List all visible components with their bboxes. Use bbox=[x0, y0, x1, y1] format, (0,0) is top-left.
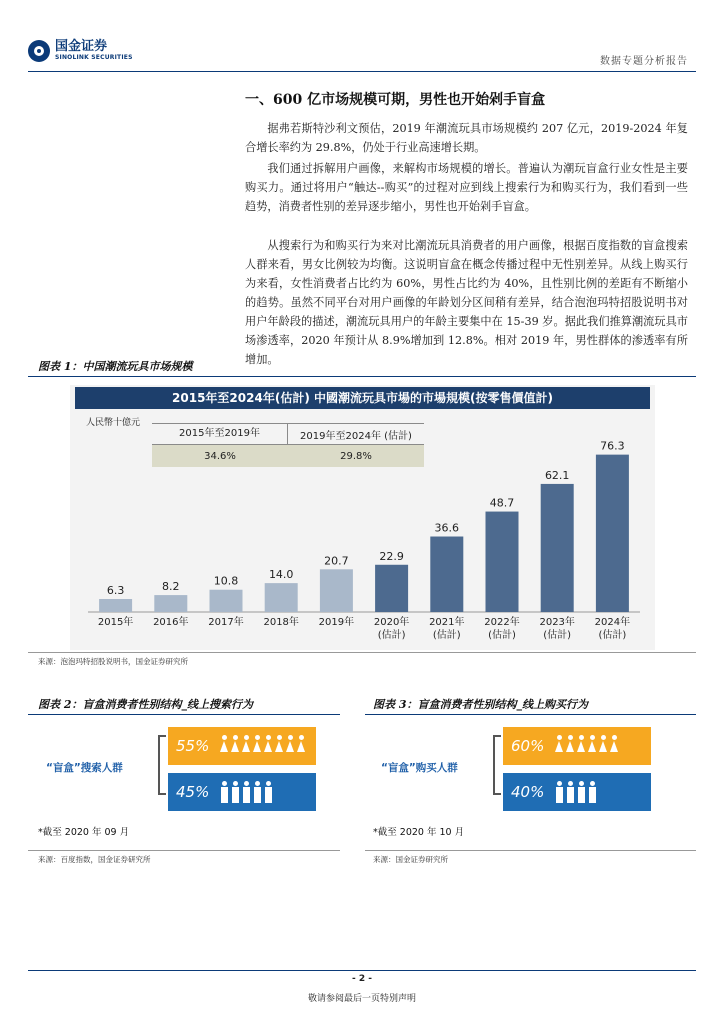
bar bbox=[210, 590, 243, 612]
figure3-source-rule bbox=[365, 850, 696, 851]
bar-value-label: 14.0 bbox=[268, 568, 294, 582]
header-divider bbox=[28, 71, 696, 72]
female-share-bar bbox=[168, 727, 316, 765]
female-person-icon bbox=[297, 735, 306, 757]
market-size-chart bbox=[70, 385, 655, 650]
company-logo bbox=[28, 40, 133, 62]
category-label: (估計) bbox=[598, 630, 627, 641]
figure1-source-rule bbox=[28, 652, 696, 653]
female-figures bbox=[220, 735, 308, 757]
figure1-source: 来源：泡泡玛特招股说明书，国金证券研究所 bbox=[38, 657, 188, 666]
bar-value-label: 36.6 bbox=[434, 521, 460, 535]
female-person-icon bbox=[253, 735, 262, 757]
male-figures bbox=[555, 781, 599, 803]
bar-value-label: 6.3 bbox=[106, 584, 125, 598]
search-group-label: “盲盒”搜索人群 bbox=[46, 762, 123, 774]
category-label: 2021年 bbox=[429, 617, 465, 628]
male-person-icon bbox=[588, 781, 597, 803]
logo-english-name: SINOLINK SECURITIES bbox=[55, 54, 133, 61]
figure3-date-note: *截至 2020 年 10 月 bbox=[373, 827, 465, 838]
category-label: 2022年 bbox=[484, 617, 520, 628]
bar-value-label: 48.7 bbox=[489, 496, 515, 510]
female-percent: 55% bbox=[176, 737, 210, 755]
search-gender-panel bbox=[38, 715, 328, 818]
bracket-icon bbox=[158, 735, 166, 795]
figure2-caption: 图表 2：盲盒消费者性别结构_线上搜索行为 bbox=[38, 698, 253, 711]
male-share-bar bbox=[503, 773, 651, 811]
female-person-icon bbox=[242, 735, 251, 757]
chart-title: 2015年至2024年(估計) 中國潮流玩具市場的市場規模(按零售價值計) bbox=[75, 387, 650, 409]
disclaimer-note: 敬请参阅最后一页特别声明 bbox=[307, 994, 416, 1004]
bar bbox=[320, 569, 353, 612]
bar bbox=[541, 484, 574, 612]
bar bbox=[154, 595, 187, 612]
category-label: 2019年 bbox=[318, 617, 355, 628]
bar-value-label: 10.8 bbox=[213, 574, 239, 588]
female-person-icon bbox=[566, 735, 575, 757]
female-person-icon bbox=[220, 735, 229, 757]
cagr-value-1: 34.6% bbox=[204, 450, 236, 462]
female-person-icon bbox=[610, 735, 619, 757]
logo-chinese-name: 国金证券 bbox=[55, 39, 108, 54]
figure3-source: 来源：国金证券研究所 bbox=[373, 855, 448, 864]
category-label: (估計) bbox=[377, 630, 406, 641]
female-person-icon bbox=[286, 735, 295, 757]
category-label: 2023年 bbox=[539, 617, 575, 628]
bar-value-label: 20.7 bbox=[324, 554, 349, 568]
female-person-icon bbox=[599, 735, 608, 757]
category-label: (估計) bbox=[432, 630, 461, 641]
male-person-icon bbox=[220, 781, 229, 803]
category-label: 2016年 bbox=[153, 617, 189, 628]
page-header bbox=[28, 40, 696, 70]
female-person-icon bbox=[555, 735, 564, 757]
male-person-icon bbox=[231, 781, 240, 803]
male-person-icon bbox=[577, 781, 586, 803]
purchase-gender-panel bbox=[373, 715, 663, 818]
category-label: 2018年 bbox=[263, 617, 299, 628]
female-figures bbox=[555, 735, 621, 757]
bar bbox=[486, 512, 519, 612]
figure3-caption: 图表 3：盲盒消费者性别结构_线上购买行为 bbox=[373, 698, 588, 711]
bar-value-label: 76.3 bbox=[600, 439, 625, 453]
bar bbox=[265, 583, 298, 612]
bar bbox=[430, 537, 463, 612]
female-percent: 60% bbox=[511, 737, 545, 755]
footer-divider bbox=[28, 970, 696, 971]
female-person-icon bbox=[264, 735, 273, 757]
y-axis-unit: 人民幣十億元 bbox=[86, 418, 141, 428]
male-figures bbox=[220, 781, 275, 803]
male-person-icon bbox=[555, 781, 564, 803]
purchase-group-label: “盲盒”购买人群 bbox=[381, 762, 458, 774]
bar bbox=[99, 599, 132, 612]
male-share-bar bbox=[168, 773, 316, 811]
section-title: 一、600 亿市场规模可期，男性也开始剁手盲盒 bbox=[245, 92, 546, 108]
category-label: 2015年 bbox=[97, 617, 134, 628]
category-label: (估計) bbox=[543, 630, 572, 641]
male-person-icon bbox=[242, 781, 251, 803]
bar-value-label: 62.1 bbox=[544, 468, 570, 482]
male-person-icon bbox=[566, 781, 575, 803]
male-percent: 40% bbox=[511, 783, 545, 801]
female-person-icon bbox=[231, 735, 240, 757]
figure2-date-note: *截至 2020 年 09 月 bbox=[38, 827, 130, 838]
page-number: - 2 - bbox=[352, 974, 372, 984]
bar-value-label: 8.2 bbox=[162, 580, 180, 594]
male-person-icon bbox=[253, 781, 262, 803]
male-percent: 45% bbox=[176, 783, 210, 801]
figure2-source-rule bbox=[28, 850, 340, 851]
paragraph-3: 从搜索行为和购买行为来对比潮流玩具消费者的用户画像，根据百度指数的盲盒搜索人群来看，男女比例较为均衡。这说明盲盒在概念传播过程中无性别差异。从线上购买行为来看，女性消费者占比约为 60%，男性占比约为 40%，且性别比例的差距有不断缩小的趋势。虽然不同平台对用户画像的年龄划分区间稍有差异，结合泡泡玛特招股说明书对用户年龄段的描述，潮流玩具用户的年龄主要集中在 15-39 岁。据此我们推算潮流玩具市场渗透率，2020 年预计从 8.9%增加到 12.8%。相对 2019 年，男性群体的渗透率有所增加。 bbox=[245, 239, 688, 366]
figure2-source: 来源：百度指数，国金证券研究所 bbox=[38, 855, 151, 864]
cagr-value-2: 29.8% bbox=[340, 450, 372, 462]
report-type: 数据专题分析报告 bbox=[600, 56, 688, 67]
bar-chart-plot bbox=[70, 385, 655, 650]
female-person-icon bbox=[588, 735, 597, 757]
category-label: (估計) bbox=[488, 630, 516, 641]
female-person-icon bbox=[577, 735, 586, 757]
bracket-icon bbox=[493, 735, 501, 795]
logo-mark-icon bbox=[28, 40, 50, 62]
category-label: 2020年 bbox=[373, 617, 410, 628]
paragraph-1: 据弗若斯特沙利文预估，2019 年潮流玩具市场规模约 207 亿元，2019-2024 年复合增长率约为 29.8%，仍处于行业高速增长期。 bbox=[245, 122, 688, 154]
male-person-icon bbox=[264, 781, 273, 803]
figure1-caption-rule bbox=[28, 376, 696, 377]
bar-value-label: 22.9 bbox=[379, 549, 404, 563]
paragraph-2: 我们通过拆解用户画像，来解构市场规模的增长。普遍认为潮玩盲盒行业女性是主要购买力。通过将用户“触达--购买”的过程对应到线上搜索行为和购买行为，我们看到一些趋势，消费者性别的差异逐步缩小，男性也开始剁手盲盒。 bbox=[245, 162, 688, 213]
bar bbox=[375, 565, 408, 612]
cagr-header-2: 2019年至2024年 (估計) bbox=[300, 430, 412, 442]
cagr-header-1: 2015年至2019年 bbox=[152, 423, 288, 445]
figure1-caption: 图表 1：中国潮流玩具市场规模 bbox=[38, 360, 193, 373]
category-label: 2017年 bbox=[208, 617, 244, 628]
bar bbox=[596, 455, 629, 612]
category-label: 2024年 bbox=[594, 617, 631, 628]
female-person-icon bbox=[275, 735, 284, 757]
female-share-bar bbox=[503, 727, 651, 765]
